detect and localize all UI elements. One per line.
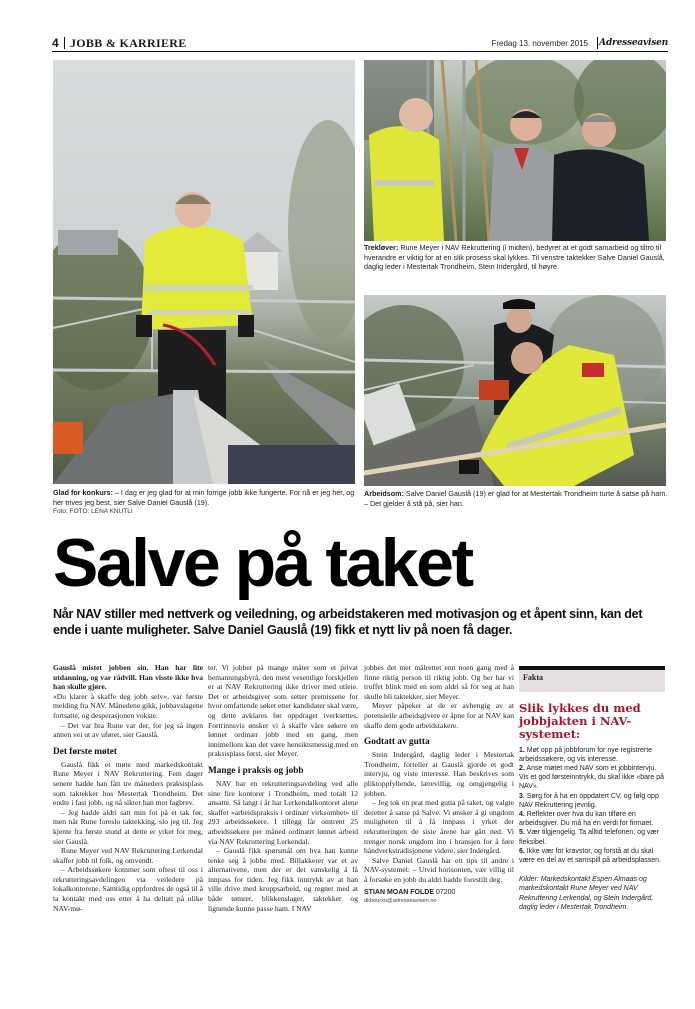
byline (364, 888, 514, 906)
fact-box-title: Slik lykkes du med jobbjakten i NAV-systemet: (519, 701, 641, 742)
caption-lead: Arbeidsom: (364, 489, 404, 498)
paragraph: – Jeg tok en prat med gutta på taket, og valgte deretter å satse på Salve. Vi ønsker å gi ungdom muligheten til å få innpass i yrket der rekrutteringen de siste årene har gått ned. Vi trenger norsk ungdom inn i bransjen for å føre håndverkstradisjonene videre, sier Indergård. (364, 798, 514, 856)
section-title: JOBB & KARRIERE (70, 36, 187, 50)
caption-lead: Glad for konkurs: (53, 488, 113, 497)
subheading: Det første møtet (53, 746, 118, 757)
fact-number: 2. (519, 765, 525, 773)
article-headline: Salve på taket (53, 525, 472, 601)
paragraph: ter. Vi jobber på mange måter som et privat bemanningsbyrå, den mest vesentlige forskjellen er at NAV Rekruttering ikke driver med utleie. Det er arbeidsgiver som setter premissene for hvor omfattende søket etter kandidater skal være, og dette avklares før oppdraget iverksettes. Fortrinnsvis ønsker vi å skaffe våre søkere en lønnet ordinær jobb med en gang, men innimellom kan det være hensiktsmessig med en praksisplass først, sier Meyer. (208, 663, 358, 759)
caption-lead: Trekløver: (364, 243, 399, 252)
fact-text: Anse møtet med NAV som et jobbintervju. Vis et god førsteinntrykk, du skal ikke «bare på NAV». (519, 765, 664, 791)
author-email[interactable]: dkbourxo@adresseavisen.no (364, 898, 437, 905)
photo-caption (364, 243, 669, 272)
article-column-2 (208, 663, 358, 913)
paragraph: – Jeg hadde aldri satt min fot på et tak før, men når Rune foreslo taktekking, slo jeg til. Jeg kjente fra første stund at dette er yrket for meg, sier Gauslå. (53, 807, 203, 846)
fact-text: Ikke vær for kravstor, og forstå at du skal være en del av et samspill på arbeidsplassen. (519, 847, 662, 865)
photo-caption (364, 489, 669, 508)
paragraph: «Du klarer å skaffe deg jobb selv», var første melding fra NAV. Månedene gikk, jobbavslagene fortsatte, og desperasjonen vokste. (53, 691, 203, 720)
fact-text: Vær tilgjengelig. Ta alltid telefonen, og vær fleksibel. (519, 829, 659, 846)
paragraph: NAV har en rekrutteringsavdeling ved alle sine fire kontorer i Trondheim, med totalt 12 ansatte. Så langt i år har Lerkendalkontoret alene skaffet «arbeidspraksis i ordinær virksomhet» til 293 arbeidssøkere. I tillegg får omtrent 25 arbeidssøkere per måned ordinært lønnet arbeid via NAV Rekruttering Lerkendal. (208, 778, 358, 846)
fact-number: 6. (519, 847, 525, 855)
paragraph: Rune Meyer ved NAV Rekruttering Lerkendal skaffer jobb til folk, og omvendt. (53, 846, 203, 865)
fact-item (519, 828, 665, 846)
article-intro: Gauslå mistet jobben sin. Han har lite utdanning, og var rådvill. Han visste ikke hva han skulle gjøre. (53, 663, 203, 692)
paragraph: Meyer påpeker at de er avhengig av at potensielle arbeidsgivere er åpne for at NAV kan skaffe dem gode arbeidstakere. (364, 701, 514, 730)
author-phone: 07200 (435, 889, 456, 897)
fact-item (519, 764, 665, 792)
paragraph: – Arbeidssøkere kommer som oftest til oss i rekrutteringsavdelingen via veiledere på lokalkontorene. Samtidig oppfordres de også til å ta kontakt med oss etter å ha deltatt på ulike NAV-mø- (53, 865, 203, 913)
paragraph: Gauslå fikk et møte med markedskontakt Rune Meyer i NAV Rekruttering. Fem dager senere hadde han fått tre måneders praksisplass som taktekker hos Mestertak Trondheim. Det endte i fast jobb, og nå sikter han mot fagbrev. (53, 759, 203, 808)
fact-box-sources: Kilder: Markedskontakt Espen Almaas og markedskontakt Rune Meyer ved NAV Rekruttering Lerkendal, og Stein Indergård, daglig leder i Mestertak Trondheim. (519, 876, 654, 911)
paragraph: Salve Daniel Gauslå har ett tips til andre i NAV-systemet: – Utvid horisonten, vær villig til å forsøke en jobb du aldri hadde forestilt deg. (364, 855, 514, 884)
paragraph: Stein Indergård, daglig leder i Mestertak Trondheim, forteller at Gauslå gjorde et godt intervju, og viste interesse. Han beskrives som pliktoppfyllende, lærevillig, og omgjengelig i jobben. (364, 750, 514, 798)
caption-text: Rune Meyer i NAV Rekruttering (i midten), bedyrer at et godt samarbeid og tiltro til hverandre er viktig for at en slik prosess skal lykkes. Til venstre taktekker Salve Daniel Gauslå, daglig leder i Mestertak Trondheim, Stein Indergård, til høyre. (364, 243, 665, 271)
fact-item (519, 792, 665, 810)
fact-text: Møt opp på jobbforum for nye registrerte arbeidssøkere, og vis interesse. (519, 746, 653, 763)
paragraph: – Det var bra Rune var der, for jeg så ingen annen vei ut av uføret, sier Gauslå. (53, 720, 203, 740)
fact-number: 1. (519, 746, 525, 754)
fact-number: 3. (519, 792, 525, 800)
fact-item (519, 746, 665, 764)
fact-text: Sørg for å ha en oppdatert CV, og følg opp NAV Rekruttering jevnlig. (519, 792, 659, 809)
paragraph: – Gauslå fikk spørsmål om hva han kunne tenke seg å jobbe med. Billakkerer var et av alternativene, men der er det vanskelig å få innpass for tiden. Jeg fikk inntrykk av at han ville drive med kroppsarbeid, og regnet med at både tømrer, blikkenslager, taktekker og lignende kunne passe ham. I NAV (208, 846, 358, 913)
header-divider (64, 37, 65, 49)
photo-roofers-working (364, 295, 666, 486)
fact-list (519, 746, 665, 866)
fact-item (519, 810, 665, 828)
newspaper-logo: Adresseavisen (599, 38, 668, 48)
photo-illustration (364, 60, 666, 241)
subheading: Mange i praksis og jobb (208, 765, 304, 776)
photo-three-men (364, 60, 666, 241)
photo-illustration (53, 60, 355, 484)
subheading: Godtatt av gutta (364, 737, 430, 748)
author-name: STIAN MOAN FOLDE (364, 889, 434, 897)
article-lede: Når NAV stiller med nettverk og veiledning, og arbeidstakeren med motivasjon og et åpent sinn, kan det ende i uante muligheter. Salve Daniel Gauslå (19) fikk et nytt liv på noen få dager. (53, 607, 643, 637)
article-column-1 (53, 663, 203, 913)
issue-date: Fredag 13. november 2015 (491, 39, 588, 48)
photo-caption (53, 488, 358, 517)
photo-salve-on-roof (53, 60, 355, 484)
photo-credit: Foto: FOTO: LENA KNUTLI (53, 508, 133, 515)
fact-number: 4. (519, 811, 525, 819)
fact-text: Reflekter over hva du kan tilføre en arbeidsgiver. Du må ha en verdi for firmaet. (519, 811, 654, 828)
fact-box-label: Fakta (519, 670, 665, 692)
article-column-3 (364, 663, 514, 906)
photo-illustration (364, 295, 666, 486)
caption-text: Salve Daniel Gauslå (19) er glad for at Mestertak Trondheim turte å satse på ham. – Det gjelder å stå på, sier han. (364, 489, 668, 508)
fact-item (519, 847, 665, 865)
paragraph: jobbes det mer målrettet enn noen gang med å finne riktig person til riktig jobb. Og her har vi truffet blink med en som aldri så for seg at han skulle bli taktekker, sier Meyer. (364, 663, 514, 701)
page-header (52, 36, 668, 52)
fact-number: 5. (519, 829, 525, 837)
page-number: 4 (52, 36, 59, 50)
fact-box (519, 666, 665, 912)
caption-text: – I dag er jeg glad for at min forrige jobb ikke fungerte. For nå er jeg her, og her trives jeg best, sier Salve Daniel Gauslå (19). (53, 488, 355, 507)
header-divider (597, 37, 598, 49)
